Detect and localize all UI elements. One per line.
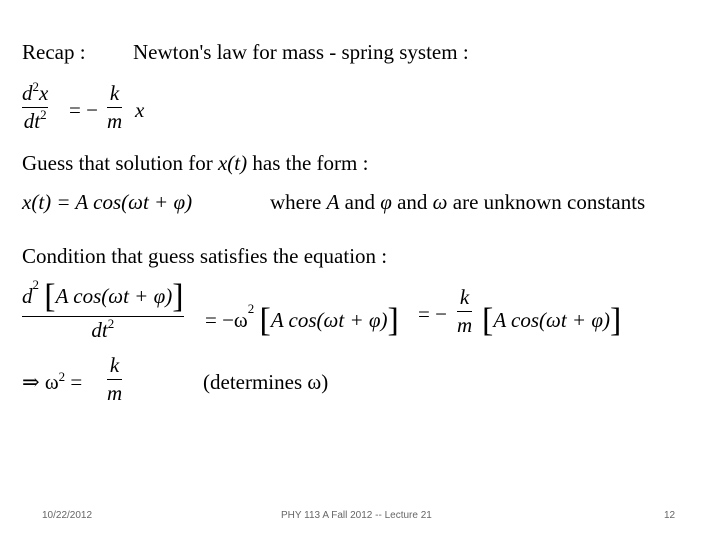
eq1-lhs-fraction (22, 79, 49, 134)
fraction-bar (22, 316, 184, 317)
fraction-bar (107, 379, 122, 380)
footer-page-number: 12 (664, 510, 676, 521)
eq1-rhs-denominator: m (107, 109, 123, 134)
fraction-bar (107, 107, 122, 108)
result-fraction: k m (107, 353, 123, 406)
where-clause: where A and φ and ω are unknown constants (270, 190, 646, 214)
recap-title: Newton's law for mass - spring system : (133, 40, 469, 64)
eq2-lhs-numerator: $d^2$ [A cos(ωt + φ)] (22, 277, 184, 315)
condition-heading: Condition that guess satisfies the equation : (22, 244, 388, 268)
eq2-lhs-denominator: $dt^2$ (91, 316, 115, 343)
eq1-lhs-numerator: $d^2x$ (22, 79, 49, 105)
eq1-lhs-denominator: $dt^2$ (23, 107, 47, 134)
result-note: (determines ω) (203, 370, 329, 394)
eq1-equals: = − (69, 98, 98, 122)
eq2-right-fraction: k m (457, 285, 473, 338)
footer-date: 10/22/2012 (42, 510, 93, 521)
solution-equation: x(t) = A cos(ωt + φ) (22, 190, 193, 214)
eq2-lhs-fraction (22, 277, 184, 343)
fraction-bar (457, 311, 472, 312)
recap-label: Recap : (22, 40, 86, 64)
guess-heading: Guess that solution for x(t) has the form : (22, 151, 369, 175)
eq2-right-expr: [A cos(ωt + φ)] (482, 302, 622, 339)
eq2-right-equals: = − (418, 302, 447, 326)
result-omega: ⇒ $\omega^2$ = (22, 369, 83, 394)
eq1-rhs-fraction (107, 82, 122, 133)
eq2-middle: = $-\omega^2$ [A cos(ωt + φ)] (205, 301, 399, 339)
eq1-rhs-var: x (135, 98, 145, 122)
footer-course: PHY 113 A Fall 2012 -- Lecture 21 (281, 510, 432, 521)
eq1-rhs-numerator: k (109, 81, 120, 105)
